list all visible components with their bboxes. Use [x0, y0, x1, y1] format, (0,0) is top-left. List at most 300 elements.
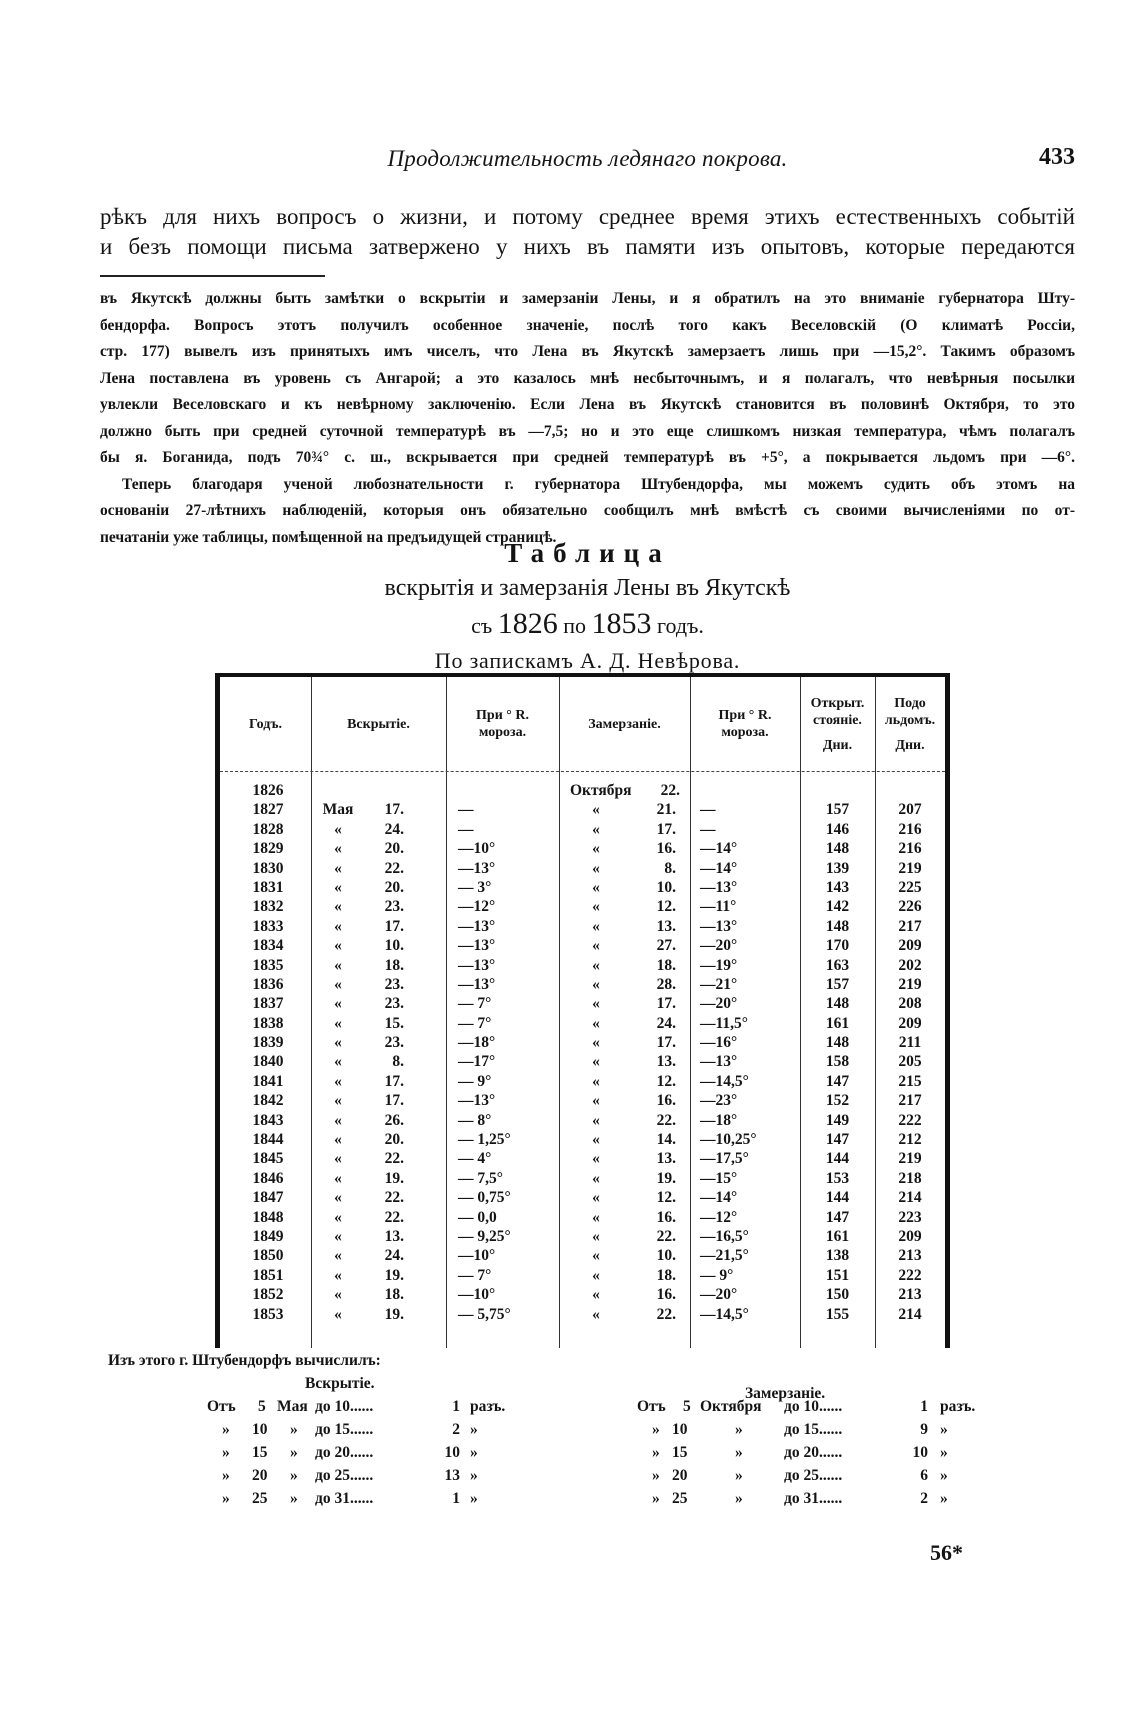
- table-row: [220, 1246, 945, 1265]
- cell-t1: — 4°: [458, 1150, 492, 1168]
- cell-open-m: «: [334, 1247, 342, 1265]
- cell-t2: —14°: [700, 840, 738, 858]
- cell-open-days: 144: [825, 1150, 850, 1168]
- cell-t2: —14,5°: [700, 1072, 749, 1090]
- summary-to: до 10......: [784, 1398, 843, 1415]
- header-label: Подо: [894, 695, 926, 711]
- cell-ice-days: 219: [898, 1150, 922, 1168]
- header-label: мороза.: [478, 725, 527, 740]
- summary-month: Октября: [700, 1398, 762, 1415]
- cell-t1: — 9°: [458, 1072, 492, 1090]
- cell-year: 1853: [252, 1305, 284, 1323]
- cell-year: 1834: [252, 937, 284, 955]
- cell-open-days: 157: [825, 975, 850, 993]
- cell-frz-m: «: [592, 975, 600, 993]
- summary-from-word: Отъ: [207, 1398, 236, 1415]
- cell-ice-days: 226: [898, 898, 922, 916]
- cell-frz-m: «: [592, 995, 600, 1013]
- cell-open-m: «: [334, 820, 342, 838]
- summary-from: 25: [672, 1490, 688, 1507]
- header-label: Замерзаніе.: [588, 716, 661, 732]
- summary-intro: Изъ этого г. Штубендорфъ вычислилъ:: [108, 1352, 381, 1369]
- cell-year: 1826: [252, 782, 284, 799]
- summary-month: »: [290, 1444, 298, 1461]
- cell-open-d: 19.: [384, 1305, 404, 1323]
- table-row: [220, 956, 945, 975]
- cell-ice-days: 207: [898, 801, 922, 819]
- body-text: [100, 202, 1075, 262]
- cell-ice-days: 217: [898, 917, 922, 935]
- summary-from-word: Отъ: [637, 1398, 666, 1415]
- cell-open-days: 151: [825, 1266, 850, 1284]
- summary-count: 1: [452, 1398, 460, 1415]
- cell-frz-m: «: [592, 956, 600, 974]
- cell-open-m: «: [334, 1208, 342, 1226]
- header-label: мороза.: [721, 725, 769, 740]
- summary-to: до 31......: [784, 1490, 843, 1507]
- cell-year: 1831: [252, 878, 284, 896]
- cell-t1: —: [458, 820, 474, 838]
- cell-frz-m: «: [592, 820, 600, 838]
- cell-ice-days: 212: [898, 1131, 922, 1149]
- cell-year: 1852: [252, 1286, 284, 1304]
- cell-t1: — 7°: [458, 1014, 492, 1032]
- cell-t2: —21,5°: [700, 1247, 749, 1265]
- header-unit: Дни.: [822, 737, 853, 753]
- cell-frz-m: «: [592, 937, 600, 955]
- table-row: [220, 800, 945, 819]
- summary-from-word: »: [652, 1421, 660, 1438]
- summary-unit: разъ.: [940, 1398, 976, 1415]
- cell-frz-m: «: [592, 1189, 600, 1207]
- cell-frz-m: «: [592, 1014, 600, 1032]
- table-row: [220, 1169, 945, 1188]
- summary-unit: »: [940, 1467, 948, 1484]
- cell-t1: —13°: [458, 975, 496, 993]
- cell-year: 1837: [252, 995, 284, 1013]
- table-row: [220, 820, 945, 839]
- cell-t1: —10°: [458, 1247, 496, 1265]
- summary-to: до 20......: [784, 1444, 843, 1461]
- cell-open-d: 24.: [384, 1247, 404, 1265]
- cell-year: 1849: [252, 1227, 284, 1245]
- cell-open-days: 147: [825, 1072, 850, 1090]
- cell-t2: —13°: [700, 917, 738, 935]
- cell-open-d: 18.: [384, 1286, 404, 1304]
- cell-frz-d: 28.: [656, 975, 676, 993]
- cell-ice-days: 205: [898, 1053, 922, 1071]
- footnote-line: должно быть при средней суточной температурѣ въ —7,5; но и это еще слишкомъ низкая температура, чѣмъ полагалъ: [100, 422, 1075, 440]
- year-to: 1853: [591, 607, 652, 640]
- cell-t1: —13°: [458, 859, 496, 877]
- cell-open-d: 17.: [384, 917, 404, 935]
- footnote-line: Лена поставлена въ уровень съ Ангарой; а это казалось мнѣ несбыточнымъ, и я полагалъ, что невѣрныя посылки: [100, 369, 1075, 387]
- cell-t1: —: [458, 801, 474, 819]
- cell-ice-days: 216: [898, 840, 922, 858]
- cell-open-days: 138: [825, 1247, 850, 1265]
- cell-frz-d: 8.: [664, 859, 676, 877]
- cell-t1: —13°: [458, 956, 496, 974]
- summary-from: 15: [672, 1444, 688, 1461]
- cell-open-d: 18.: [384, 956, 404, 974]
- cell-open-days: 148: [825, 917, 850, 935]
- cell-frz-d: 18.: [656, 956, 676, 974]
- cell-t1: —13°: [458, 1092, 496, 1110]
- cell-frz-m: «: [592, 898, 600, 916]
- cell-open-days: 143: [825, 878, 850, 896]
- cell-open-m: «: [334, 1014, 342, 1032]
- col-header-temp-freezing: [690, 677, 800, 771]
- table-heading: Таблица: [504, 538, 671, 568]
- cell-t2: —10,25°: [700, 1131, 757, 1149]
- summary-from: 10: [672, 1421, 688, 1438]
- summary-to: до 15......: [315, 1421, 374, 1438]
- cell-open-m: «: [334, 1111, 342, 1129]
- summary-count: 2: [920, 1490, 928, 1507]
- cell-open-m: «: [334, 1150, 342, 1168]
- cell-t1: — 5,75°: [458, 1305, 511, 1323]
- cell-open-m: «: [334, 937, 342, 955]
- body-line: и безъ помощи письма затвержено у нихъ въ памяти изъ опытовъ, которые передаются: [100, 234, 1075, 259]
- cell-open-days: 147: [825, 1208, 850, 1226]
- cell-ice-days: 222: [898, 1111, 922, 1129]
- cell-frz-d: 13.: [656, 1150, 676, 1168]
- cell-frz-d: 10.: [656, 878, 676, 896]
- cell-open-days: 152: [825, 1092, 850, 1110]
- cell-frz-m: «: [592, 1266, 600, 1284]
- cell-t2: —16°: [700, 1034, 738, 1052]
- cell-ice-days: 209: [898, 1014, 922, 1032]
- cell-ice-days: 214: [898, 1189, 922, 1207]
- cell-year: 1833: [252, 917, 284, 935]
- cell-frz-m: «: [592, 1150, 600, 1168]
- cell-year: 1848: [252, 1208, 284, 1226]
- cell-year: 1827: [252, 801, 284, 819]
- cell-frz-m: «: [592, 917, 600, 935]
- table-row: [220, 1208, 945, 1227]
- cell-year: 1850: [252, 1247, 284, 1265]
- table-row: [220, 1111, 945, 1130]
- cell-t1: —12°: [458, 898, 496, 916]
- summary-from-word: »: [222, 1467, 230, 1484]
- summary-count: 1: [920, 1398, 928, 1415]
- cell-frz-d: 12.: [656, 1189, 676, 1207]
- cell-open-m: «: [334, 1072, 342, 1090]
- cell-frz-d: 13.: [656, 1053, 676, 1071]
- cell-frz-m: «: [592, 859, 600, 877]
- cell-open-d: 26.: [384, 1111, 404, 1129]
- cell-frz-m: «: [592, 1247, 600, 1265]
- col-header-freezing: [559, 677, 690, 771]
- cell-open-m: «: [334, 1034, 342, 1052]
- cell-open-d: 15.: [384, 1014, 404, 1032]
- cell-open-m: «: [334, 859, 342, 877]
- running-title: Продолжительность ледянаго покрова.: [387, 146, 788, 171]
- year-from: 1826: [497, 607, 558, 640]
- table-row: [220, 1072, 945, 1091]
- table-row: [220, 1052, 945, 1071]
- cell-open-d: 13.: [384, 1227, 404, 1245]
- cell-open-days: 148: [825, 1034, 850, 1052]
- summary-from: 10: [252, 1421, 268, 1438]
- cell-year: 1840: [252, 1053, 284, 1071]
- cell-ice-days: 202: [898, 956, 922, 974]
- cell-frz-m: «: [592, 1072, 600, 1090]
- cell-open-days: 144: [825, 1189, 850, 1207]
- cell-open-m: Мая: [322, 801, 354, 819]
- cell-year: 1836: [252, 975, 284, 993]
- cell-frz-m: «: [592, 878, 600, 896]
- summary-to: до 31......: [315, 1490, 374, 1507]
- table-row: [220, 975, 945, 994]
- range-mid: по: [563, 613, 586, 638]
- cell-t2: —11,5°: [700, 1014, 748, 1032]
- cell-year: 1844: [252, 1131, 284, 1149]
- cell-year: 1851: [252, 1266, 284, 1284]
- summary-unit: »: [940, 1490, 948, 1507]
- header-label: Вскрытіе.: [347, 716, 410, 732]
- table-row: [220, 1188, 945, 1207]
- body-line: рѣкъ для нихъ вопросъ о жизни, и потому среднее время этихъ естественныхъ событій: [100, 204, 1075, 229]
- cell-open-days: 153: [825, 1169, 850, 1187]
- summary-to: до 10......: [315, 1398, 374, 1415]
- table-row: [220, 859, 945, 878]
- cell-open-m: «: [334, 878, 342, 896]
- cell-frz-m: «: [592, 801, 600, 819]
- summary-month: »: [735, 1421, 743, 1438]
- summary-count: 1: [452, 1490, 460, 1507]
- cell-open-d: 24.: [384, 820, 404, 838]
- cell-frz-d: 19.: [656, 1169, 676, 1187]
- cell-ice-days: 209: [898, 937, 922, 955]
- cell-t1: — 7,5°: [458, 1169, 503, 1187]
- cell-frz-m: «: [592, 1169, 600, 1187]
- cell-open-d: 17.: [384, 801, 404, 819]
- cell-ice-days: 209: [898, 1227, 922, 1245]
- cell-frz-d: 21.: [656, 801, 676, 819]
- cell-frz-d: 12.: [656, 1072, 676, 1090]
- cell-open-days: 157: [825, 801, 850, 819]
- summary-to: до 25......: [784, 1467, 843, 1484]
- cell-frz-m: «: [592, 1208, 600, 1226]
- summary-count: 6: [920, 1467, 928, 1484]
- table-row: [220, 1091, 945, 1110]
- cell-frz-d: 18.: [656, 1266, 676, 1284]
- table-year-range: [100, 607, 1075, 641]
- cell-ice-days: 215: [898, 1072, 922, 1090]
- summary-month: Мая: [277, 1398, 308, 1415]
- cell-open-m: «: [334, 898, 342, 916]
- cell-t2: —20°: [700, 1286, 738, 1304]
- cell-t2: —14°: [700, 1189, 738, 1207]
- cell-t1: —18°: [458, 1034, 496, 1052]
- cell-frz-d: 22.: [656, 1305, 676, 1323]
- summary-freezing-title: Замерзаніе.: [745, 1385, 826, 1402]
- cell-t1: — 9,25°: [458, 1227, 511, 1245]
- cell-t2: —17,5°: [700, 1150, 749, 1168]
- cell-open-d: 19.: [384, 1266, 404, 1284]
- cell-frz-m: «: [592, 1034, 600, 1052]
- cell-frz-d: 12.: [656, 898, 676, 916]
- cell-open-days: 149: [825, 1111, 850, 1129]
- summary-count: 2: [452, 1421, 460, 1438]
- table-row: [220, 1305, 945, 1324]
- col-header-open-days: [800, 677, 875, 771]
- cell-t1: — 3°: [458, 878, 492, 896]
- summary-from-word: »: [652, 1467, 660, 1484]
- cell-t2: —18°: [700, 1111, 738, 1129]
- footnote-rule: [100, 275, 325, 277]
- footnote-line: бендорфа. Вопросъ этотъ получилъ особенное значеніе, послѣ того какъ Веселовскій (О климатѣ Россіи,: [100, 316, 1075, 334]
- cell-open-d: 22.: [384, 1150, 404, 1168]
- cell-open-days: 142: [825, 898, 850, 916]
- table-row: [220, 917, 945, 936]
- cell-frz-d: 13.: [656, 917, 676, 935]
- cell-open-m: «: [334, 1131, 342, 1149]
- cell-ice-days: 219: [898, 859, 922, 877]
- cell-open-d: 23.: [384, 1034, 404, 1052]
- cell-open-d: 20.: [384, 1131, 404, 1149]
- cell-open-d: 17.: [384, 1092, 404, 1110]
- cell-frz-d: 17.: [656, 820, 676, 838]
- cell-t1: —13°: [458, 937, 496, 955]
- cell-t2: —: [700, 820, 716, 838]
- header-label: При ° R.: [718, 708, 772, 723]
- header-unit: Дни.: [895, 737, 925, 753]
- cell-year: 1846: [252, 1169, 284, 1187]
- cell-year: 1838: [252, 1014, 284, 1032]
- cell-frz-d: 22.: [656, 1111, 676, 1129]
- summary-month: »: [735, 1444, 743, 1461]
- cell-open-days: 146: [825, 820, 850, 838]
- cell-year: 1843: [252, 1111, 284, 1129]
- header-label: При ° R.: [476, 708, 529, 723]
- cell-t2: —13°: [700, 1053, 738, 1071]
- cell-open-m: «: [334, 1053, 342, 1071]
- summary-unit: разъ.: [470, 1398, 506, 1415]
- cell-ice-days: 213: [898, 1247, 922, 1265]
- cell-t1: — 8°: [458, 1111, 492, 1129]
- cell-t2: —12°: [700, 1208, 738, 1226]
- footnote-line: увлекли Веселовскаго и къ невѣрному заключенію. Если Лена въ Якутскѣ становится въ половинѣ Октября, то это: [100, 396, 1075, 413]
- cell-open-m: «: [334, 1189, 342, 1207]
- cell-frz-d: 22.: [660, 782, 680, 799]
- paragraph-line: Теперь благодаря ученой любознательности г. губернатора Штубендорфа, мы можемъ судить объ этомъ на: [122, 475, 1075, 493]
- table-row: [220, 936, 945, 955]
- cell-frz-d: 16.: [656, 1208, 676, 1226]
- cell-open-days: 163: [825, 956, 850, 974]
- cell-t2: —11°: [700, 898, 737, 916]
- header-rule: [220, 771, 945, 773]
- cell-frz-d: 16.: [656, 1092, 676, 1110]
- header-label: Годъ.: [248, 716, 283, 732]
- signature-mark: 56*: [930, 1540, 963, 1565]
- cell-open-days: 158: [825, 1053, 850, 1071]
- table-row: [220, 1033, 945, 1052]
- cell-t2: —20°: [700, 995, 738, 1013]
- summary-unit: »: [940, 1421, 948, 1438]
- table-row: [220, 878, 945, 897]
- summary-opening-title: Вскрытіе.: [305, 1375, 375, 1392]
- cell-open-d: 20.: [384, 878, 404, 896]
- cell-year: 1835: [252, 956, 284, 974]
- table-row: [220, 897, 945, 916]
- table-row: [220, 839, 945, 858]
- table-row: [220, 1149, 945, 1168]
- cell-open-days: 139: [825, 859, 850, 877]
- cell-year: 1828: [252, 820, 284, 838]
- ice-table: [215, 673, 950, 1348]
- table-row: [220, 1227, 945, 1246]
- table-subtitle: вскрытія и замерзанія Лены въ Якутскѣ: [384, 575, 791, 601]
- paragraph-line: основаніи 27-лѣтнихъ наблюденій, которыя онъ обязательно сообщилъ мнѣ вмѣстѣ съ своими вычисленіями по от-: [100, 502, 1075, 519]
- cell-t1: —17°: [458, 1053, 496, 1071]
- cell-open-d: 10.: [384, 937, 404, 955]
- cell-open-days: 148: [825, 840, 850, 858]
- cell-open-d: 22.: [384, 859, 404, 877]
- summary-from: 15: [252, 1444, 268, 1461]
- summary-month: »: [290, 1490, 298, 1507]
- col-header-opening: [311, 677, 446, 771]
- cell-t1: —10°: [458, 840, 496, 858]
- cell-t2: —20°: [700, 937, 738, 955]
- cell-open-days: 161: [825, 1227, 850, 1245]
- footnote-line: бы я. Боганида, подъ 70¾° с. ш., вскрывается при средней температурѣ въ +5°, а покрывается льдомъ при —6°.: [100, 449, 1075, 466]
- range-suffix: годъ.: [657, 613, 704, 638]
- summary-from: 20: [252, 1467, 268, 1484]
- cell-frz-m: «: [592, 1305, 600, 1323]
- summary-from: 25: [252, 1490, 268, 1507]
- cell-t1: —13°: [458, 917, 496, 935]
- cell-open-m: «: [334, 1092, 342, 1110]
- cell-year: 1847: [252, 1189, 284, 1207]
- cell-t1: — 7°: [458, 995, 492, 1013]
- cell-open-days: 148: [825, 995, 850, 1013]
- summary-month: »: [290, 1421, 298, 1438]
- table-source: По запискамъ А. Д. Невѣрова.: [434, 648, 741, 673]
- header-label: Открыт.: [810, 695, 865, 711]
- cell-open-m: «: [334, 1169, 342, 1187]
- cell-frz-m: «: [592, 1286, 600, 1304]
- cell-t2: —14°: [700, 859, 738, 877]
- summary-from: 5: [683, 1398, 691, 1415]
- cell-frz-d: 10.: [656, 1247, 676, 1265]
- cell-open-d: 23.: [384, 995, 404, 1013]
- cell-open-days: 147: [825, 1131, 850, 1149]
- cell-t1: — 0,0: [458, 1208, 497, 1226]
- cell-open-m: «: [334, 995, 342, 1013]
- cell-ice-days: 223: [898, 1208, 922, 1226]
- summary-from-word: »: [652, 1444, 660, 1461]
- cell-frz-d: 16.: [656, 840, 676, 858]
- col-header-ice-days: [875, 677, 945, 771]
- summary-unit: »: [470, 1467, 478, 1484]
- col-header-year: [220, 677, 311, 771]
- cell-t1: — 1,25°: [458, 1131, 511, 1149]
- cell-ice-days: 214: [898, 1305, 922, 1323]
- cell-frz-m: «: [592, 1092, 600, 1110]
- table-row: [220, 1285, 945, 1304]
- summary-unit: »: [470, 1490, 478, 1507]
- summary-count: 9: [920, 1421, 928, 1438]
- cell-t2: —15°: [700, 1169, 738, 1187]
- cell-open-d: 19.: [384, 1169, 404, 1187]
- cell-frz-d: 24.: [656, 1014, 676, 1032]
- footnote: [100, 286, 1075, 551]
- cell-open-m: «: [334, 1266, 342, 1284]
- cell-ice-days: 217: [898, 1092, 922, 1110]
- table-row: [220, 1014, 945, 1033]
